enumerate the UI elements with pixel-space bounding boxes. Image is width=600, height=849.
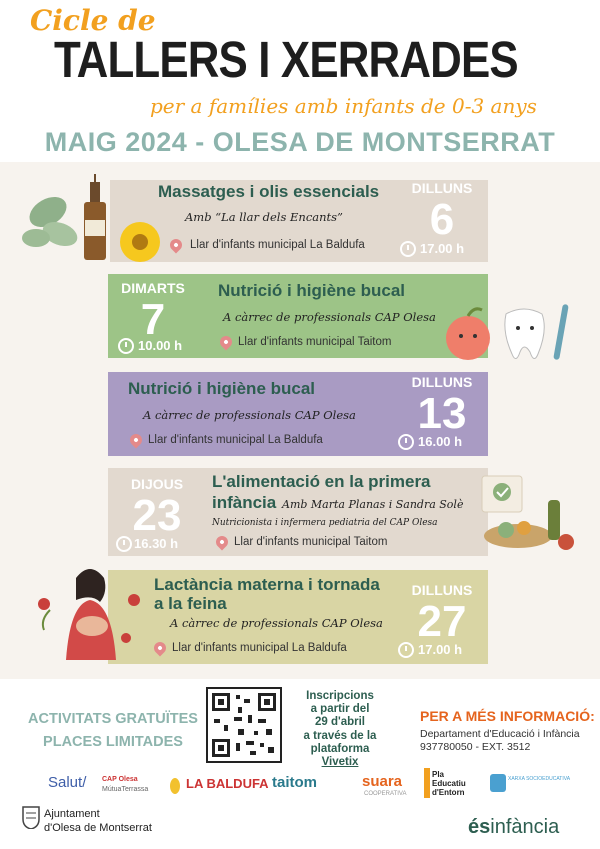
vivetix-link[interactable]: Vivetix bbox=[321, 756, 359, 769]
clock-icon bbox=[400, 241, 416, 257]
salut-logo: Salut/ bbox=[48, 774, 87, 791]
event-subtitle: A càrrec de professionals CAP Olesa bbox=[143, 408, 356, 422]
event-time: 17.00 h bbox=[420, 241, 465, 256]
location-pin-icon bbox=[152, 640, 169, 657]
taitom-logo: taitom bbox=[272, 774, 317, 791]
event-day: DIJOUS bbox=[130, 476, 184, 492]
esinf-es: és bbox=[468, 816, 491, 838]
pla-logo-1: Pla bbox=[432, 770, 445, 779]
event-card-3 bbox=[108, 372, 488, 456]
event-day: DILLUNS bbox=[411, 180, 473, 196]
cap-logo-1: CAP Olesa bbox=[102, 776, 138, 783]
event-venue: Llar d'infants municipal Taitom bbox=[238, 336, 392, 348]
apple-tooth-illustration bbox=[440, 300, 578, 370]
ajunt-line-2: d'Olesa de Montserrat bbox=[44, 821, 152, 834]
insc-line: a partir del bbox=[310, 703, 370, 716]
info-title: PER A MÉS INFORMACIÓ: bbox=[420, 708, 595, 724]
ajunt-line-1: Ajuntament bbox=[44, 808, 100, 820]
event-card-2 bbox=[108, 274, 488, 358]
insc-line: a través de la bbox=[303, 729, 377, 742]
event-title: Massatges i olis essencials bbox=[158, 182, 380, 201]
event-title-line2: infància bbox=[212, 493, 277, 512]
event-time: 10.00 h bbox=[138, 338, 183, 353]
event-title: L'alimentació en la primera bbox=[212, 472, 431, 491]
event-date: 7 bbox=[140, 295, 166, 344]
event-venue: Llar d'infants municipal Taitom bbox=[234, 536, 388, 548]
insc-line: 29 d'abril bbox=[314, 716, 366, 729]
event-title-line2: a la feina bbox=[154, 594, 227, 613]
date-place: MAIG 2024 - OLESA DE MONTSERRAT bbox=[44, 127, 556, 157]
event-time: 16.00 h bbox=[418, 434, 463, 449]
page-subtitle: per a famílies amb infants de 0-3 anys bbox=[150, 94, 537, 118]
xarxa-logo-mark bbox=[490, 774, 506, 792]
event-card-4 bbox=[108, 468, 488, 556]
event-venue: Llar d'infants municipal La Baldufa bbox=[190, 239, 365, 251]
esinfancia-logo bbox=[468, 816, 559, 839]
event-title: Lactància materna i tornada bbox=[154, 575, 380, 594]
pla-logo-2: Educatiu bbox=[432, 779, 466, 788]
event-date: 23 bbox=[132, 491, 182, 540]
event-time: 17.00 h bbox=[418, 642, 463, 657]
logo-separator bbox=[170, 778, 180, 794]
event-day: DILLUNS bbox=[411, 582, 473, 598]
ajuntament-logo bbox=[44, 808, 152, 836]
ajuntament-shield-icon bbox=[22, 805, 40, 829]
suara-logo: suara bbox=[362, 773, 403, 790]
event-title: Nutrició i higiène bucal bbox=[128, 379, 316, 398]
pla-logo-3: d'Entorn bbox=[432, 788, 465, 797]
cap-logo-2: MútuaTerrassa bbox=[102, 786, 149, 793]
event-venue: Llar d'infants municipal La Baldufa bbox=[172, 642, 347, 654]
baldufa-logo: LA BALDUFA bbox=[186, 776, 269, 791]
event-date: 6 bbox=[429, 195, 455, 244]
event-subtitle: Amb “La llar dels Encants” bbox=[185, 210, 343, 224]
location-pin-icon bbox=[168, 237, 185, 254]
event-card-1 bbox=[110, 180, 488, 262]
free-line-2: PLACES LIMITADES bbox=[43, 734, 183, 751]
location-pin-icon bbox=[128, 432, 145, 449]
suara-sub: COOPERATIVA bbox=[364, 791, 407, 797]
location-pin-icon bbox=[214, 534, 231, 551]
clock-icon bbox=[118, 338, 134, 354]
esinf-inf: infància bbox=[490, 816, 560, 838]
event-title: Nutrició i higiène bucal bbox=[218, 281, 406, 300]
event-day: DILLUNS bbox=[411, 374, 473, 390]
insc-line: plataforma bbox=[310, 742, 370, 755]
location-pin-icon bbox=[218, 334, 235, 351]
event-subtitle: A càrrec de professionals CAP Olesa bbox=[170, 616, 383, 630]
free-activities bbox=[28, 708, 198, 754]
page-title: TALLERS I XERRADES bbox=[54, 31, 518, 88]
clock-icon bbox=[398, 434, 414, 450]
clock-icon bbox=[116, 536, 132, 552]
essential-oil-illustration bbox=[20, 172, 160, 268]
event-date: 13 bbox=[417, 389, 467, 438]
event-day: DIMARTS bbox=[121, 280, 185, 296]
header-cicle: Cicle de bbox=[30, 4, 156, 37]
event-venue: Llar d'infants municipal La Baldufa bbox=[148, 434, 323, 446]
event-subtitle: Amb Marta Planas i Sandra Solè bbox=[282, 498, 464, 511]
insc-line: Inscripcions bbox=[306, 690, 374, 702]
pla-logo-box bbox=[424, 768, 430, 798]
event-time: 16.30 h bbox=[134, 536, 179, 551]
registration-info bbox=[290, 690, 390, 769]
event-card-5 bbox=[108, 570, 488, 664]
free-line-1: ACTIVITATS GRATUÏTES bbox=[28, 711, 198, 727]
info-department: Departament d'Educació i Infància bbox=[420, 728, 580, 740]
event-subtitle-line2: Nutricionista i infermera pediatria del CAP Olesa bbox=[212, 518, 438, 528]
mother-baby-illustration bbox=[30, 560, 150, 666]
event-date: 27 bbox=[417, 597, 467, 646]
info-phone: 937780050 - EXT. 3512 bbox=[420, 741, 531, 753]
qr-code[interactable] bbox=[206, 687, 282, 763]
food-illustration bbox=[468, 470, 578, 554]
xarxa-logo: XARXA SOCIOEDUCATIVA bbox=[508, 776, 571, 782]
clock-icon bbox=[398, 642, 414, 658]
event-subtitle: A càrrec de professionals CAP Olesa bbox=[223, 310, 436, 324]
